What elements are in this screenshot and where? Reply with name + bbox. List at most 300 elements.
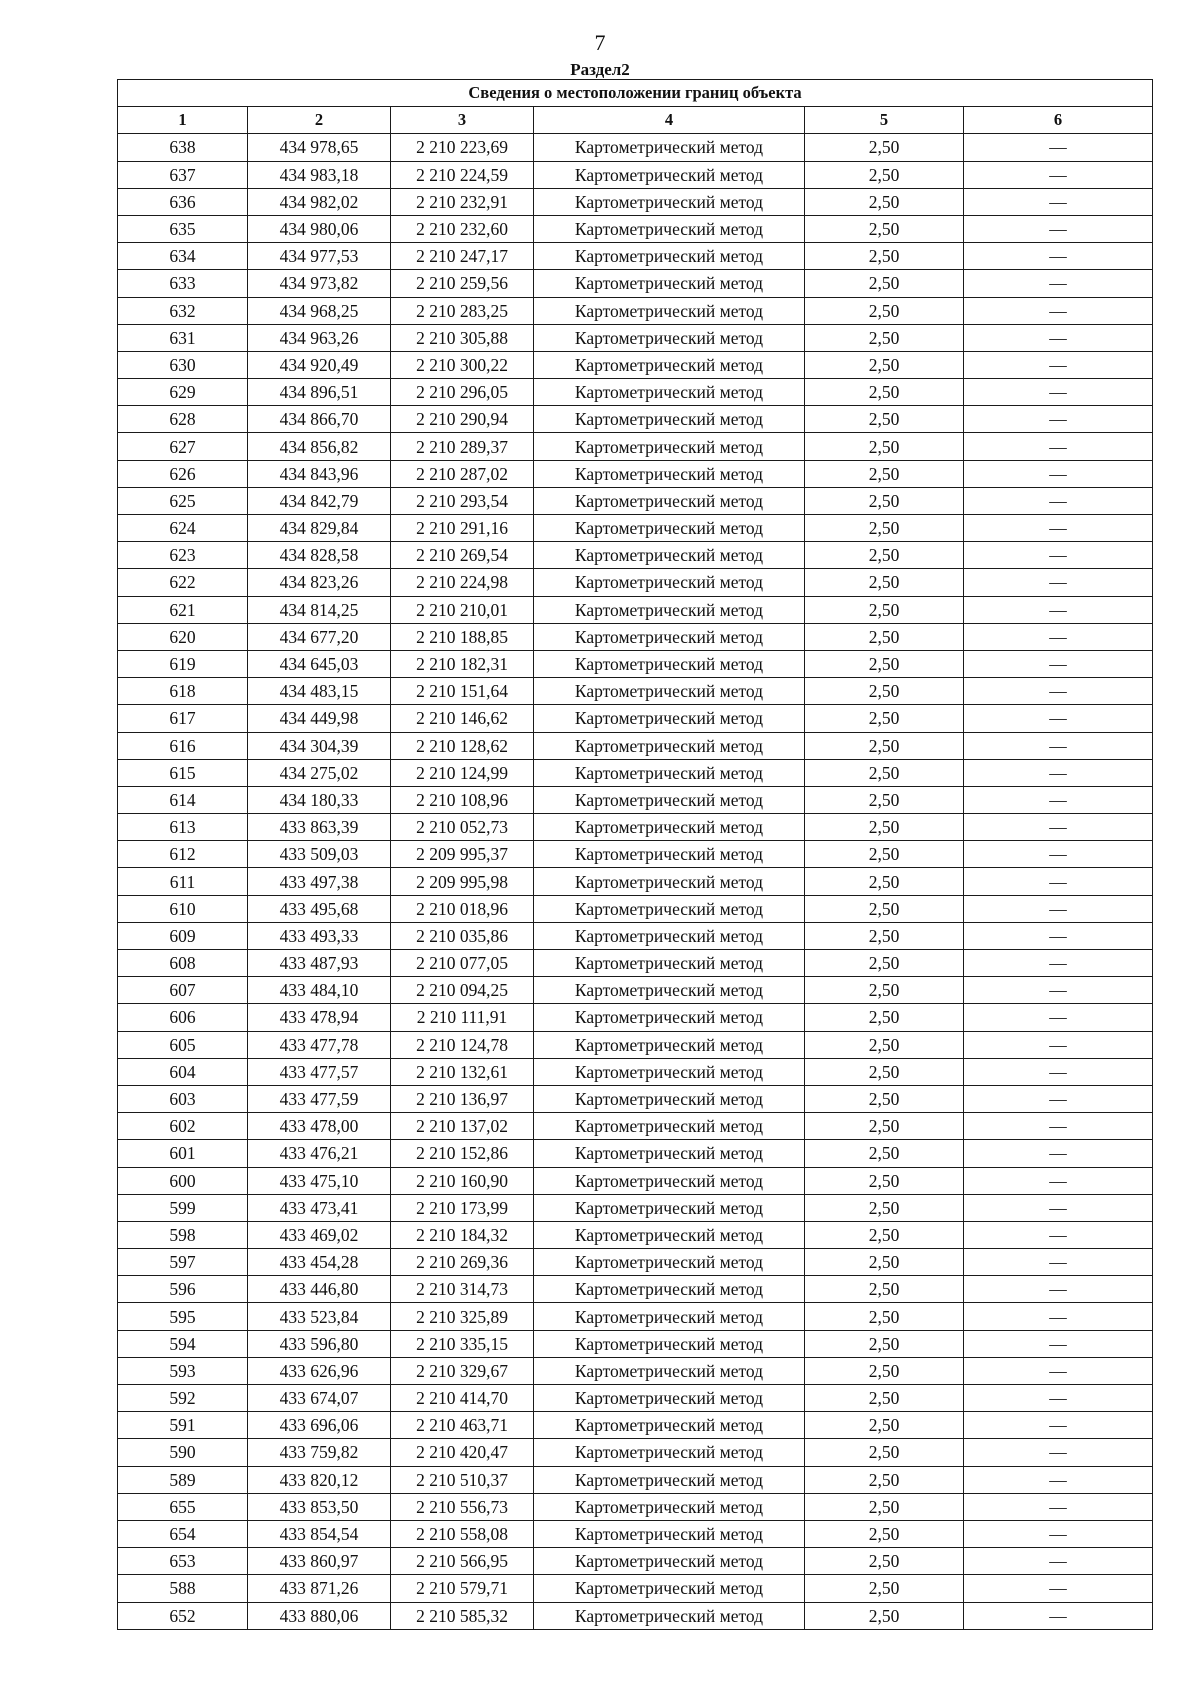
column-header: 2 — [248, 107, 391, 134]
point-number-cell: 595 — [118, 1303, 248, 1330]
table-row — [118, 1140, 1153, 1167]
method-cell: Картометрический метод — [534, 1520, 805, 1547]
table-row — [118, 1004, 1153, 1031]
point-number-cell: 602 — [118, 1113, 248, 1140]
x-coordinate-cell: 433 495,68 — [248, 895, 391, 922]
method-cell: Картометрический метод — [534, 351, 805, 378]
accuracy-cell: 2,50 — [805, 297, 964, 324]
description-cell: — — [964, 487, 1153, 514]
x-coordinate-cell: 433 880,06 — [248, 1602, 391, 1629]
point-number-cell: 601 — [118, 1140, 248, 1167]
method-cell: Картометрический метод — [534, 460, 805, 487]
table-row — [118, 1412, 1153, 1439]
column-header: 6 — [964, 107, 1153, 134]
table-row — [118, 324, 1153, 351]
x-coordinate-cell: 433 454,28 — [248, 1249, 391, 1276]
method-cell: Картометрический метод — [534, 1330, 805, 1357]
y-coordinate-cell: 2 210 329,67 — [391, 1357, 534, 1384]
method-cell: Картометрический метод — [534, 515, 805, 542]
table-row — [118, 1194, 1153, 1221]
point-number-cell: 607 — [118, 977, 248, 1004]
description-cell: — — [964, 1493, 1153, 1520]
x-coordinate-cell: 434 982,02 — [248, 188, 391, 215]
method-cell: Картометрический метод — [534, 243, 805, 270]
accuracy-cell: 2,50 — [805, 1385, 964, 1412]
y-coordinate-cell: 2 210 137,02 — [391, 1113, 534, 1140]
x-coordinate-cell: 433 476,21 — [248, 1140, 391, 1167]
accuracy-cell: 2,50 — [805, 215, 964, 242]
table-row — [118, 188, 1153, 215]
x-coordinate-cell: 434 920,49 — [248, 351, 391, 378]
method-cell: Картометрический метод — [534, 868, 805, 895]
x-coordinate-cell: 434 823,26 — [248, 569, 391, 596]
method-cell: Картометрический метод — [534, 786, 805, 813]
point-number-cell: 625 — [118, 487, 248, 514]
accuracy-cell: 2,50 — [805, 379, 964, 406]
x-coordinate-cell: 434 980,06 — [248, 215, 391, 242]
x-coordinate-cell: 434 828,58 — [248, 542, 391, 569]
method-cell: Картометрический метод — [534, 678, 805, 705]
y-coordinate-cell: 2 210 182,31 — [391, 650, 534, 677]
point-number-cell: 630 — [118, 351, 248, 378]
description-cell: — — [964, 732, 1153, 759]
description-cell: — — [964, 542, 1153, 569]
y-coordinate-cell: 2 210 269,54 — [391, 542, 534, 569]
description-cell: — — [964, 786, 1153, 813]
description-cell: — — [964, 1357, 1153, 1384]
y-coordinate-cell: 2 210 132,61 — [391, 1058, 534, 1085]
point-number-cell: 612 — [118, 841, 248, 868]
method-cell: Картометрический метод — [534, 134, 805, 161]
method-cell: Картометрический метод — [534, 569, 805, 596]
table-row — [118, 814, 1153, 841]
accuracy-cell: 2,50 — [805, 406, 964, 433]
y-coordinate-cell: 2 210 077,05 — [391, 950, 534, 977]
accuracy-cell: 2,50 — [805, 841, 964, 868]
x-coordinate-cell: 433 854,54 — [248, 1520, 391, 1547]
table-row — [118, 841, 1153, 868]
y-coordinate-cell: 2 210 290,94 — [391, 406, 534, 433]
x-coordinate-cell: 434 677,20 — [248, 623, 391, 650]
point-number-cell: 634 — [118, 243, 248, 270]
method-cell: Картометрический метод — [534, 1058, 805, 1085]
table-header-row — [118, 107, 1153, 134]
table-row — [118, 1249, 1153, 1276]
accuracy-cell: 2,50 — [805, 1493, 964, 1520]
table-row — [118, 215, 1153, 242]
method-cell: Картометрический метод — [534, 1276, 805, 1303]
accuracy-cell: 2,50 — [805, 1439, 964, 1466]
x-coordinate-cell: 433 497,38 — [248, 868, 391, 895]
description-cell: — — [964, 1249, 1153, 1276]
x-coordinate-cell: 434 180,33 — [248, 786, 391, 813]
description-cell: — — [964, 1085, 1153, 1112]
method-cell: Картометрический метод — [534, 977, 805, 1004]
table-row — [118, 406, 1153, 433]
point-number-cell: 610 — [118, 895, 248, 922]
method-cell: Картометрический метод — [534, 705, 805, 732]
y-coordinate-cell: 2 210 232,60 — [391, 215, 534, 242]
y-coordinate-cell: 2 210 296,05 — [391, 379, 534, 406]
y-coordinate-cell: 2 210 184,32 — [391, 1221, 534, 1248]
x-coordinate-cell: 433 509,03 — [248, 841, 391, 868]
table-caption: Сведения о местоположении границ объекта — [118, 80, 1153, 107]
table-row — [118, 868, 1153, 895]
point-number-cell: 636 — [118, 188, 248, 215]
accuracy-cell: 2,50 — [805, 460, 964, 487]
method-cell: Картометрический метод — [534, 814, 805, 841]
description-cell: — — [964, 1194, 1153, 1221]
description-cell: — — [964, 1113, 1153, 1140]
table-row — [118, 732, 1153, 759]
table-body — [118, 134, 1153, 1629]
x-coordinate-cell: 434 968,25 — [248, 297, 391, 324]
point-number-cell: 631 — [118, 324, 248, 351]
y-coordinate-cell: 2 210 124,99 — [391, 759, 534, 786]
table-row — [118, 1385, 1153, 1412]
y-coordinate-cell: 2 210 566,95 — [391, 1548, 534, 1575]
x-coordinate-cell: 433 596,80 — [248, 1330, 391, 1357]
y-coordinate-cell: 2 210 305,88 — [391, 324, 534, 351]
table-row — [118, 1357, 1153, 1384]
y-coordinate-cell: 2 210 224,59 — [391, 161, 534, 188]
point-number-cell: 591 — [118, 1412, 248, 1439]
point-number-cell: 598 — [118, 1221, 248, 1248]
method-cell: Картометрический метод — [534, 379, 805, 406]
y-coordinate-cell: 2 210 223,69 — [391, 134, 534, 161]
point-number-cell: 599 — [118, 1194, 248, 1221]
point-number-cell: 593 — [118, 1357, 248, 1384]
accuracy-cell: 2,50 — [805, 1031, 964, 1058]
column-header: 3 — [391, 107, 534, 134]
y-coordinate-cell: 2 210 108,96 — [391, 786, 534, 813]
method-cell: Картометрический метод — [534, 1548, 805, 1575]
method-cell: Картометрический метод — [534, 270, 805, 297]
table-row — [118, 270, 1153, 297]
point-number-cell: 600 — [118, 1167, 248, 1194]
accuracy-cell: 2,50 — [805, 1575, 964, 1602]
accuracy-cell: 2,50 — [805, 1412, 964, 1439]
y-coordinate-cell: 2 210 111,91 — [391, 1004, 534, 1031]
description-cell: — — [964, 596, 1153, 623]
x-coordinate-cell: 433 853,50 — [248, 1493, 391, 1520]
description-cell: — — [964, 1575, 1153, 1602]
method-cell: Картометрический метод — [534, 1167, 805, 1194]
point-number-cell: 589 — [118, 1466, 248, 1493]
description-cell: — — [964, 1303, 1153, 1330]
method-cell: Картометрический метод — [534, 950, 805, 977]
point-number-cell: 629 — [118, 379, 248, 406]
y-coordinate-cell: 2 210 269,36 — [391, 1249, 534, 1276]
table-row — [118, 1493, 1153, 1520]
accuracy-cell: 2,50 — [805, 1357, 964, 1384]
y-coordinate-cell: 2 210 335,15 — [391, 1330, 534, 1357]
point-number-cell: 616 — [118, 732, 248, 759]
description-cell: — — [964, 759, 1153, 786]
point-number-cell: 596 — [118, 1276, 248, 1303]
x-coordinate-cell: 434 814,25 — [248, 596, 391, 623]
accuracy-cell: 2,50 — [805, 351, 964, 378]
description-cell: — — [964, 895, 1153, 922]
point-number-cell: 615 — [118, 759, 248, 786]
accuracy-cell: 2,50 — [805, 977, 964, 1004]
table-row — [118, 950, 1153, 977]
accuracy-cell: 2,50 — [805, 1085, 964, 1112]
y-coordinate-cell: 2 210 585,32 — [391, 1602, 534, 1629]
x-coordinate-cell: 433 820,12 — [248, 1466, 391, 1493]
x-coordinate-cell: 433 626,96 — [248, 1357, 391, 1384]
point-number-cell: 592 — [118, 1385, 248, 1412]
description-cell: — — [964, 1221, 1153, 1248]
x-coordinate-cell: 433 484,10 — [248, 977, 391, 1004]
description-cell: — — [964, 1276, 1153, 1303]
table-row — [118, 379, 1153, 406]
accuracy-cell: 2,50 — [805, 1194, 964, 1221]
accuracy-cell: 2,50 — [805, 732, 964, 759]
table-caption-row — [118, 80, 1153, 107]
description-cell: — — [964, 1439, 1153, 1466]
method-cell: Картометрический метод — [534, 759, 805, 786]
point-number-cell: 654 — [118, 1520, 248, 1547]
table-row — [118, 678, 1153, 705]
method-cell: Картометрический метод — [534, 1493, 805, 1520]
x-coordinate-cell: 433 478,00 — [248, 1113, 391, 1140]
x-coordinate-cell: 434 856,82 — [248, 433, 391, 460]
table-row — [118, 1167, 1153, 1194]
accuracy-cell: 2,50 — [805, 1548, 964, 1575]
section-title: Раздел2 — [570, 60, 630, 79]
method-cell: Картометрический метод — [534, 215, 805, 242]
description-cell: — — [964, 1004, 1153, 1031]
description-cell: — — [964, 705, 1153, 732]
accuracy-cell: 2,50 — [805, 1303, 964, 1330]
accuracy-cell: 2,50 — [805, 161, 964, 188]
point-number-cell: 633 — [118, 270, 248, 297]
y-coordinate-cell: 2 210 052,73 — [391, 814, 534, 841]
point-number-cell: 623 — [118, 542, 248, 569]
accuracy-cell: 2,50 — [805, 243, 964, 270]
y-coordinate-cell: 2 210 152,86 — [391, 1140, 534, 1167]
method-cell: Картометрический метод — [534, 732, 805, 759]
accuracy-cell: 2,50 — [805, 678, 964, 705]
y-coordinate-cell: 2 210 035,86 — [391, 922, 534, 949]
accuracy-cell: 2,50 — [805, 1221, 964, 1248]
method-cell: Картометрический метод — [534, 1221, 805, 1248]
description-cell: — — [964, 977, 1153, 1004]
accuracy-cell: 2,50 — [805, 270, 964, 297]
point-number-cell: 620 — [118, 623, 248, 650]
table-row — [118, 977, 1153, 1004]
point-number-cell: 611 — [118, 868, 248, 895]
point-number-cell: 619 — [118, 650, 248, 677]
description-cell: — — [964, 650, 1153, 677]
point-number-cell: 609 — [118, 922, 248, 949]
accuracy-cell: 2,50 — [805, 487, 964, 514]
accuracy-cell: 2,50 — [805, 623, 964, 650]
accuracy-cell: 2,50 — [805, 542, 964, 569]
description-cell: — — [964, 1330, 1153, 1357]
accuracy-cell: 2,50 — [805, 1276, 964, 1303]
description-cell: — — [964, 433, 1153, 460]
x-coordinate-cell: 433 477,78 — [248, 1031, 391, 1058]
y-coordinate-cell: 2 210 510,37 — [391, 1466, 534, 1493]
x-coordinate-cell: 434 483,15 — [248, 678, 391, 705]
y-coordinate-cell: 2 210 259,56 — [391, 270, 534, 297]
point-number-cell: 590 — [118, 1439, 248, 1466]
accuracy-cell: 2,50 — [805, 814, 964, 841]
point-number-cell: 588 — [118, 1575, 248, 1602]
description-cell: — — [964, 460, 1153, 487]
y-coordinate-cell: 2 210 232,91 — [391, 188, 534, 215]
point-number-cell: 618 — [118, 678, 248, 705]
method-cell: Картометрический метод — [534, 1004, 805, 1031]
description-cell: — — [964, 351, 1153, 378]
method-cell: Картометрический метод — [534, 895, 805, 922]
x-coordinate-cell: 434 983,18 — [248, 161, 391, 188]
x-coordinate-cell: 433 863,39 — [248, 814, 391, 841]
point-number-cell: 617 — [118, 705, 248, 732]
method-cell: Картометрический метод — [534, 1113, 805, 1140]
description-cell: — — [964, 379, 1153, 406]
y-coordinate-cell: 2 210 300,22 — [391, 351, 534, 378]
accuracy-cell: 2,50 — [805, 705, 964, 732]
accuracy-cell: 2,50 — [805, 650, 964, 677]
y-coordinate-cell: 2 210 136,97 — [391, 1085, 534, 1112]
table-row — [118, 1439, 1153, 1466]
boundary-coordinates-table — [117, 79, 1153, 1630]
y-coordinate-cell: 2 210 314,73 — [391, 1276, 534, 1303]
point-number-cell: 603 — [118, 1085, 248, 1112]
x-coordinate-cell: 433 523,84 — [248, 1303, 391, 1330]
table-row — [118, 1031, 1153, 1058]
y-coordinate-cell: 2 210 173,99 — [391, 1194, 534, 1221]
table-row — [118, 515, 1153, 542]
accuracy-cell: 2,50 — [805, 1140, 964, 1167]
table-row — [118, 1113, 1153, 1140]
y-coordinate-cell: 2 210 018,96 — [391, 895, 534, 922]
point-number-cell: 621 — [118, 596, 248, 623]
accuracy-cell: 2,50 — [805, 868, 964, 895]
y-coordinate-cell: 2 210 094,25 — [391, 977, 534, 1004]
point-number-cell: 628 — [118, 406, 248, 433]
point-number-cell: 655 — [118, 1493, 248, 1520]
method-cell: Картометрический метод — [534, 1602, 805, 1629]
column-header: 1 — [118, 107, 248, 134]
table-row — [118, 460, 1153, 487]
point-number-cell: 622 — [118, 569, 248, 596]
description-cell: — — [964, 868, 1153, 895]
method-cell: Картометрический метод — [534, 1194, 805, 1221]
accuracy-cell: 2,50 — [805, 569, 964, 596]
point-number-cell: 597 — [118, 1249, 248, 1276]
method-cell: Картометрический метод — [534, 1085, 805, 1112]
table-row — [118, 1303, 1153, 1330]
x-coordinate-cell: 434 843,96 — [248, 460, 391, 487]
description-cell: — — [964, 188, 1153, 215]
x-coordinate-cell: 433 674,07 — [248, 1385, 391, 1412]
y-coordinate-cell: 2 210 124,78 — [391, 1031, 534, 1058]
method-cell: Картометрический метод — [534, 1466, 805, 1493]
y-coordinate-cell: 2 210 224,98 — [391, 569, 534, 596]
description-cell: — — [964, 841, 1153, 868]
accuracy-cell: 2,50 — [805, 1167, 964, 1194]
method-cell: Картометрический метод — [534, 406, 805, 433]
x-coordinate-cell: 433 446,80 — [248, 1276, 391, 1303]
description-cell: — — [964, 215, 1153, 242]
table-row — [118, 1575, 1153, 1602]
x-coordinate-cell: 433 860,97 — [248, 1548, 391, 1575]
method-cell: Картометрический метод — [534, 650, 805, 677]
method-cell: Картометрический метод — [534, 1249, 805, 1276]
y-coordinate-cell: 2 210 293,54 — [391, 487, 534, 514]
table-row — [118, 1276, 1153, 1303]
description-cell: — — [964, 1167, 1153, 1194]
method-cell: Картометрический метод — [534, 1575, 805, 1602]
y-coordinate-cell: 2 210 283,25 — [391, 297, 534, 324]
description-cell: — — [964, 134, 1153, 161]
description-cell: — — [964, 678, 1153, 705]
point-number-cell: 653 — [118, 1548, 248, 1575]
table-row — [118, 351, 1153, 378]
table-row — [118, 895, 1153, 922]
description-cell: — — [964, 161, 1153, 188]
point-number-cell: 638 — [118, 134, 248, 161]
table-row — [118, 1085, 1153, 1112]
table-row — [118, 569, 1153, 596]
method-cell: Картометрический метод — [534, 1412, 805, 1439]
accuracy-cell: 2,50 — [805, 895, 964, 922]
x-coordinate-cell: 433 493,33 — [248, 922, 391, 949]
y-coordinate-cell: 2 210 210,01 — [391, 596, 534, 623]
y-coordinate-cell: 2 210 414,70 — [391, 1385, 534, 1412]
table-row — [118, 487, 1153, 514]
y-coordinate-cell: 2 210 579,71 — [391, 1575, 534, 1602]
table-row — [118, 759, 1153, 786]
description-cell: — — [964, 515, 1153, 542]
y-coordinate-cell: 2 210 128,62 — [391, 732, 534, 759]
description-cell: — — [964, 1140, 1153, 1167]
method-cell: Картометрический метод — [534, 623, 805, 650]
x-coordinate-cell: 433 487,93 — [248, 950, 391, 977]
y-coordinate-cell: 2 209 995,98 — [391, 868, 534, 895]
x-coordinate-cell: 434 973,82 — [248, 270, 391, 297]
accuracy-cell: 2,50 — [805, 1113, 964, 1140]
description-cell: — — [964, 814, 1153, 841]
point-number-cell: 624 — [118, 515, 248, 542]
accuracy-cell: 2,50 — [805, 515, 964, 542]
table-row — [118, 650, 1153, 677]
accuracy-cell: 2,50 — [805, 324, 964, 351]
table-row — [118, 1520, 1153, 1547]
table-row — [118, 243, 1153, 270]
table-row — [118, 134, 1153, 161]
x-coordinate-cell: 433 477,59 — [248, 1085, 391, 1112]
point-number-cell: 627 — [118, 433, 248, 460]
y-coordinate-cell: 2 210 188,85 — [391, 623, 534, 650]
y-coordinate-cell: 2 210 247,17 — [391, 243, 534, 270]
table-row — [118, 1548, 1153, 1575]
table-row — [118, 297, 1153, 324]
x-coordinate-cell: 433 759,82 — [248, 1439, 391, 1466]
description-cell: — — [964, 950, 1153, 977]
method-cell: Картометрический метод — [534, 1439, 805, 1466]
point-number-cell: 613 — [118, 814, 248, 841]
description-cell: — — [964, 569, 1153, 596]
accuracy-cell: 2,50 — [805, 1058, 964, 1085]
x-coordinate-cell: 433 475,10 — [248, 1167, 391, 1194]
x-coordinate-cell: 434 449,98 — [248, 705, 391, 732]
method-cell: Картометрический метод — [534, 487, 805, 514]
